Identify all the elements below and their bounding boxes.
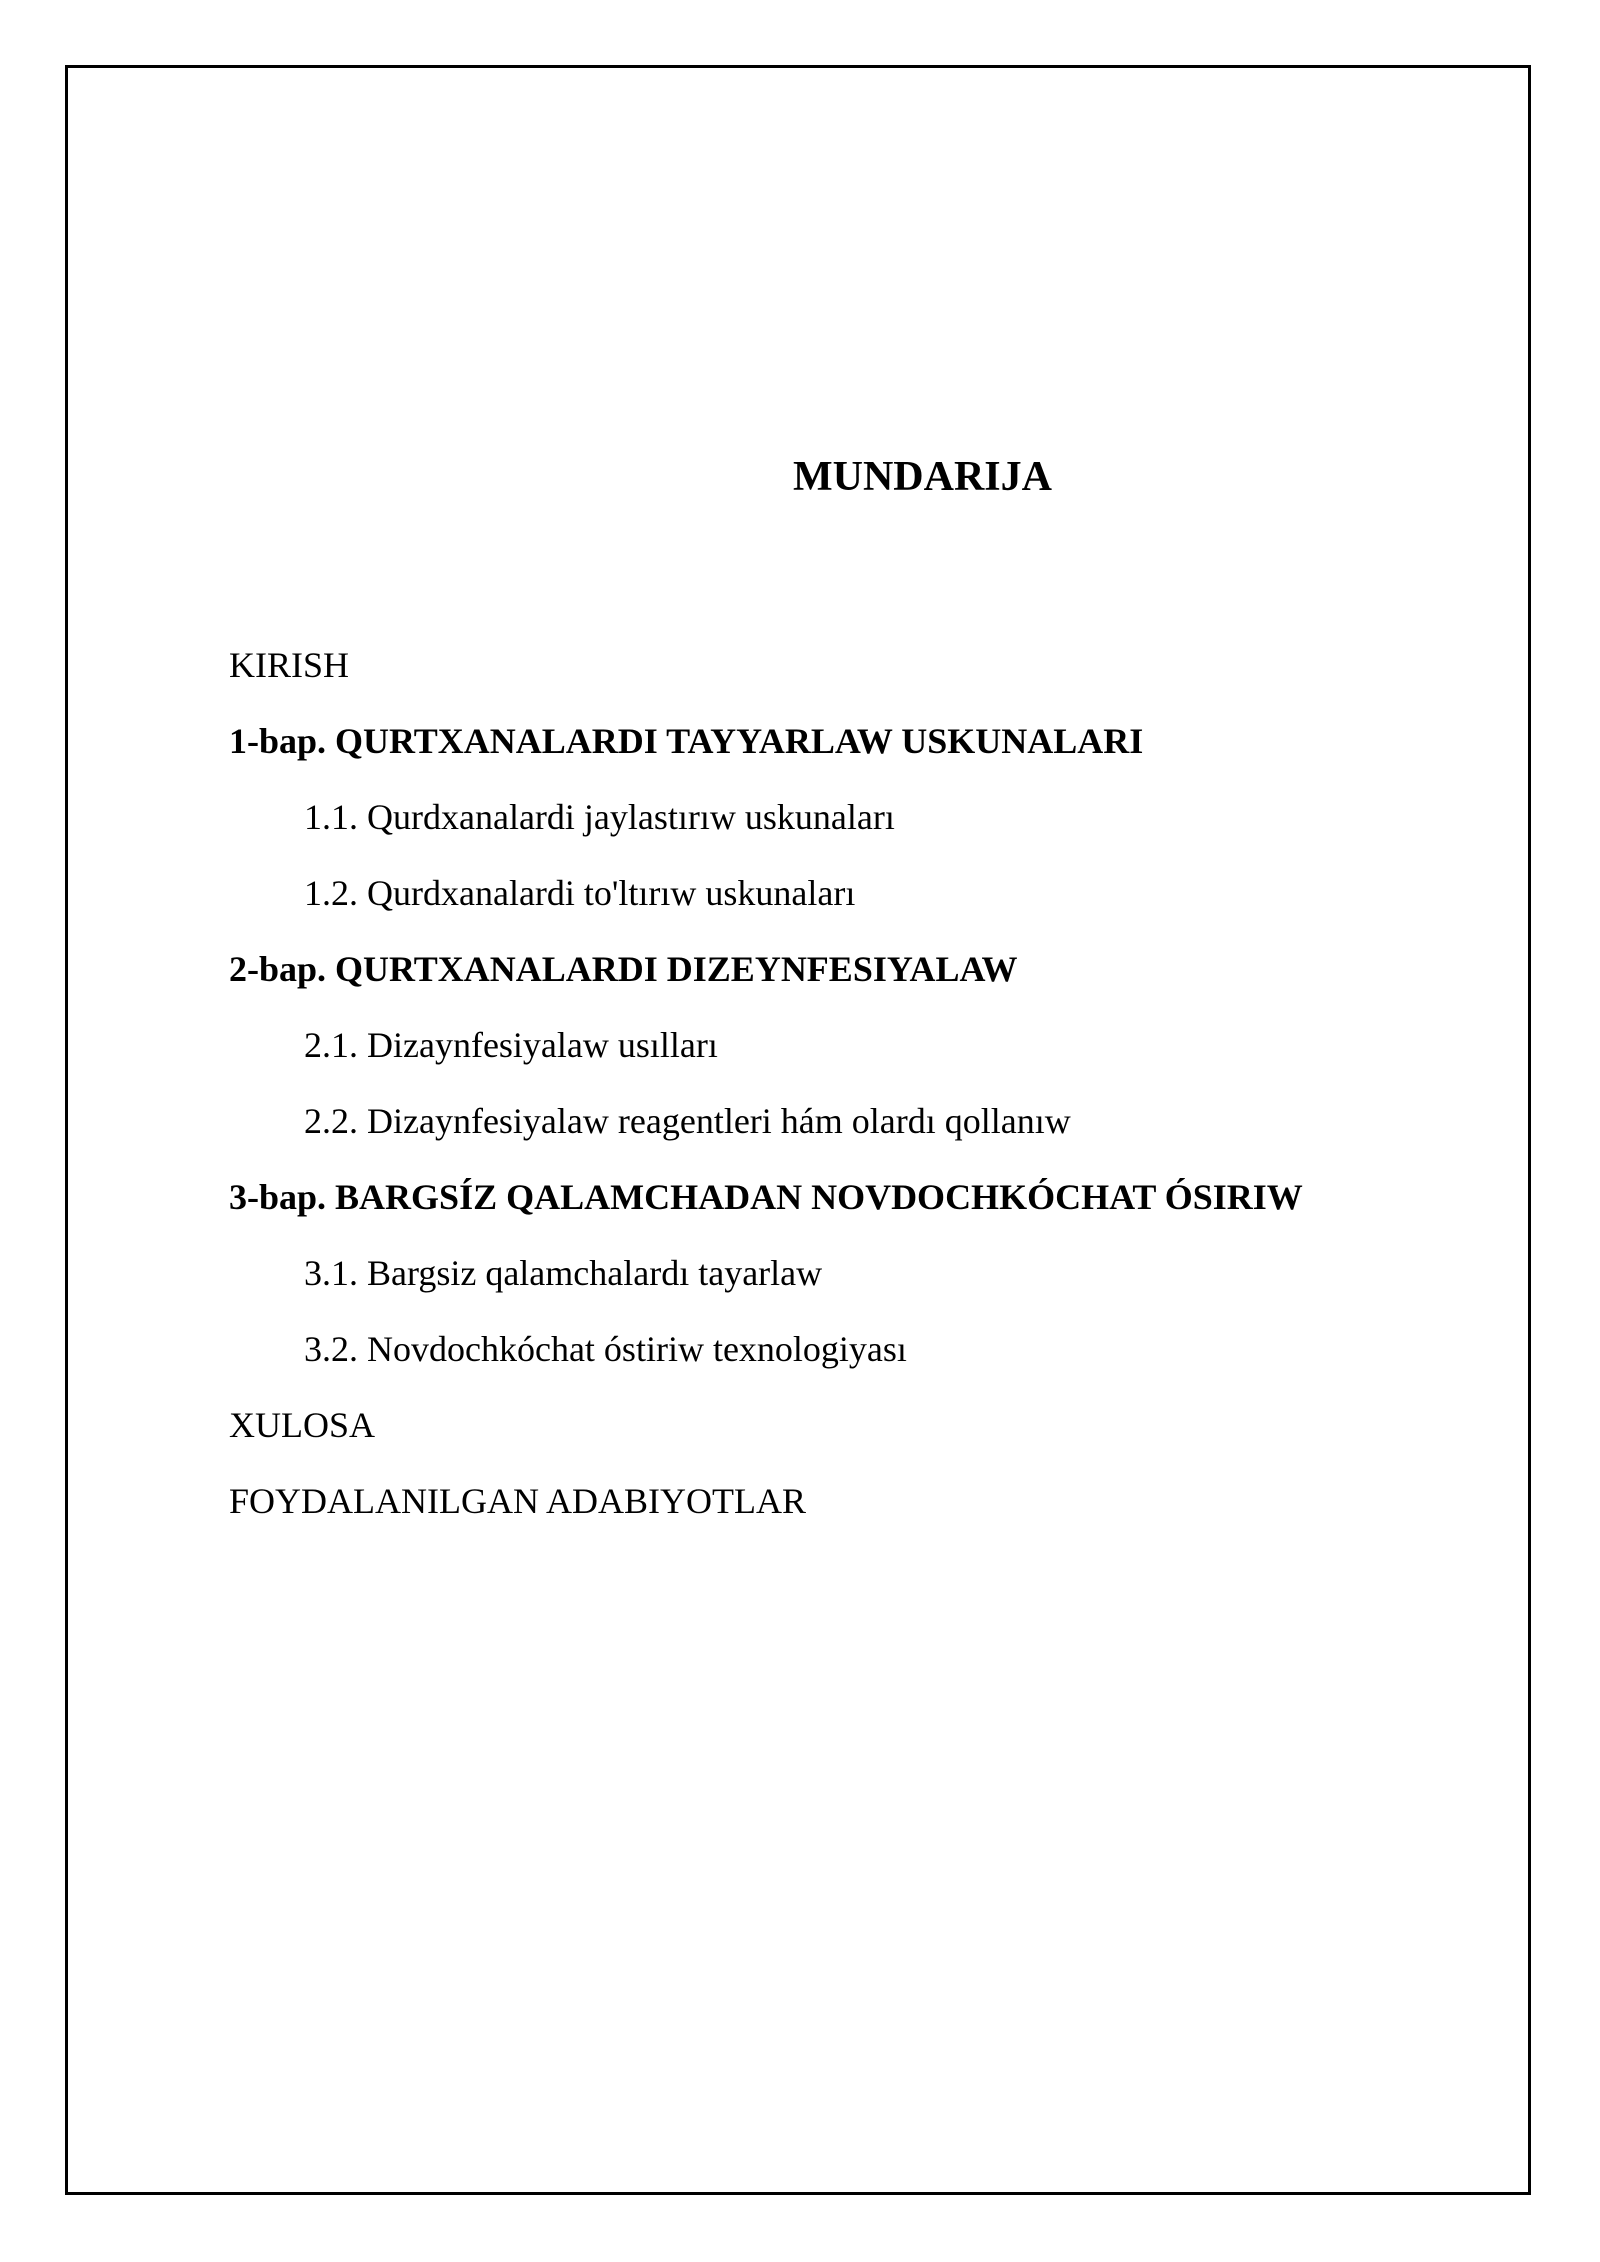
toc-item-references: FOYDALANILGAN ADABIYOTLAR [229,1481,806,1521]
toc-item-kirish: KIRISH [229,645,350,685]
toc-section-1-2: 1.2. Qurdxanalardi to'ltırıw uskunaları [304,873,856,913]
toc-item-xulosa: XULOSA [229,1405,376,1445]
toc-section-2-2: 2.2. Dizaynfesiyalaw reagentleri hám olardı qollanıw [304,1101,1071,1141]
toc-chapter-1: 1-bap. QURTXANALARDI TAYYARLAW USKUNALARI [229,721,1144,761]
toc-section-1-1: 1.1. Qurdxanalardi jaylastırıw uskunaları [304,797,895,837]
toc-section-3-2: 3.2. Novdochkóchat óstiriw texnologiyası [304,1329,907,1369]
toc-chapter-2: 2-bap. QURTXANALARDI DIZEYNFESIYALAW [229,949,1018,989]
toc-section-2-1: 2.1. Dizaynfesiyalaw usılları [304,1025,718,1065]
toc-section-3-1: 3.1. Bargsiz qalamchalardı tayarlaw [304,1253,823,1293]
page-title: MUNDARIJA [793,454,1052,500]
toc-chapter-3: 3-bap. BARGSÍZ QALAMCHADAN NOVDOCHKÓCHAT ÓSIRIW [229,1177,1303,1217]
